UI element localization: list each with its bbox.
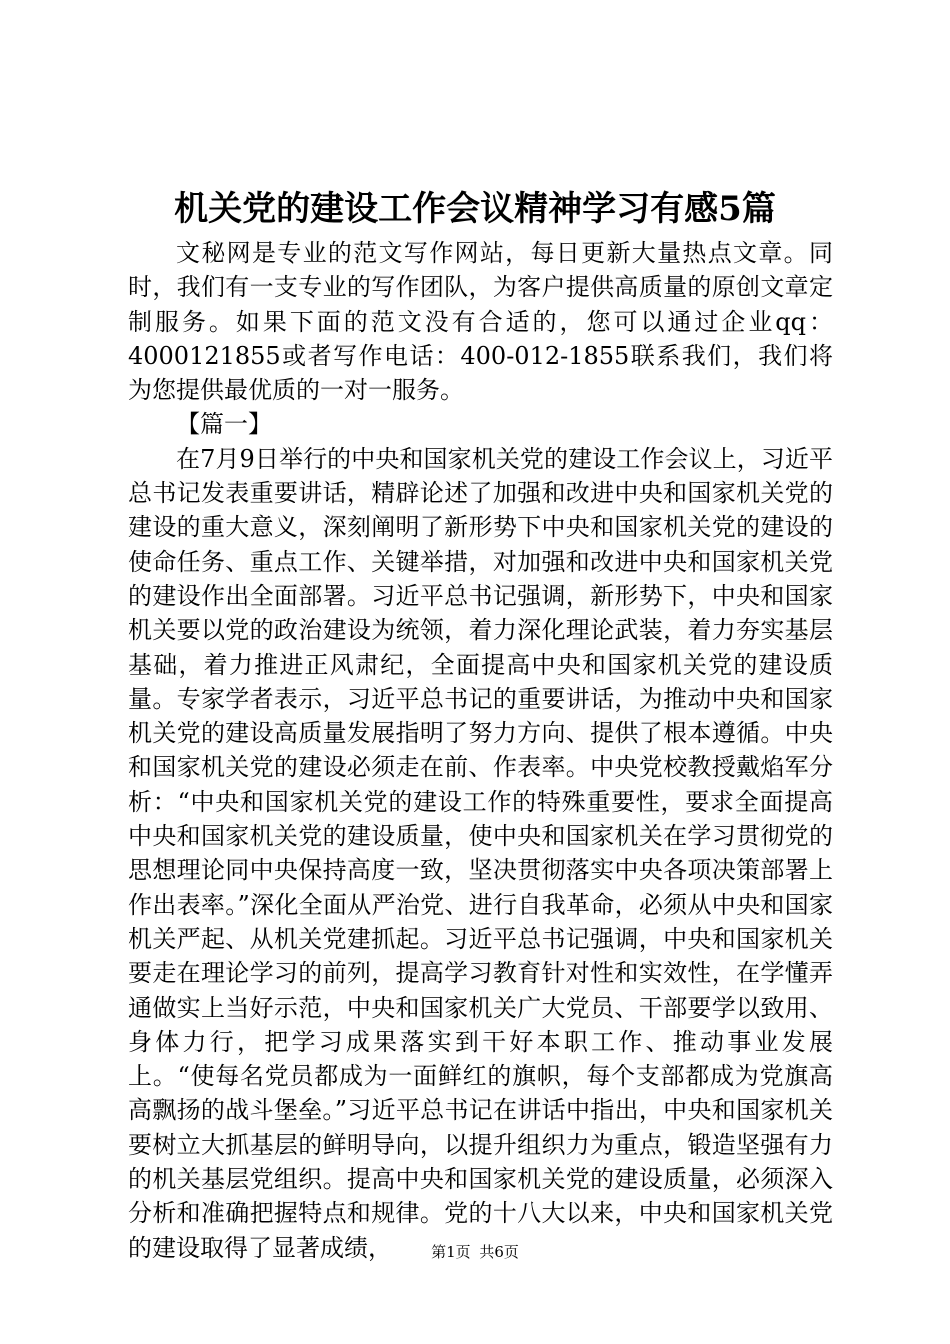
- document-title: 机关党的建设工作会议精神学习有感5篇: [174, 189, 776, 229]
- page-number: 第1页: [431, 1243, 471, 1261]
- section-heading: 【篇一】: [176, 410, 272, 439]
- page-total: 共6页: [479, 1243, 519, 1261]
- page-footer: [0, 1242, 950, 1262]
- body-paragraph: 在7月9日举行的中央和国家机关党的建设工作会议上，习近平总书记发表重要讲话，精辟论述了加强和改进中央和国家机关党的建设的重大意义，深刻阐明了新形势下中央和国家机关党的建设的使命任务、重点工作、关键举措，对加强和改进中央和国家机关党的建设作出全面部署。习近平总书记强调，新形势下，中央和国家机关要以党的政治建设为统领，着力深化理论武装，着力夯实基层基础，着力推进正风肃纪，全面提高中央和国家机关党的建设质量。专家学者表示，习近平总书记的重要讲话，为推动中央和国家机关党的建设高质量发展指明了努力方向、提供了根本遵循。中央和国家机关党的建设必须走在前、作表率。中央党校教授戴焰军分析：“中央和国家机关党的建设工作的特殊重要性，要求全面提高中央和国家机关党的建设质量，使中央和国家机关在学习贯彻党的思想理论同中央保持高度一致，坚决贯彻落实中央各项决策部署上作出表率。”深化全面从严治党、进行自我革命，必须从中央和国家机关严起、从机关党建抓起。习近平总书记强调，中央和国家机关要走在理论学习的前列，提高学习教育针对性和实效性，在学懂弄通做实上当好示范，中央和国家机关广大党员、干部要学以致用、身体力行，把学习成果落实到干好本职工作、推动事业发展上。“使每名党员都成为一面鲜红的旗帜，每个支部都成为党旗高高飘扬的战斗堡垒。”习近平总书记在讲话中指出，中央和国家机关要树立大抓基层的鲜明导向，以提升组织力为重点，锻造坚强有力的机关基层党组织。提高中央和国家机关党的建设质量，必须深入分析和准确把握特点和规律。党的十八大以来，中央和国家机关党的建设取得了显著成绩，: [128, 444, 833, 1262]
- intro-paragraph: 文秘网是专业的范文写作网站，每日更新大量热点文章。同时，我们有一支专业的写作团队，为客户提供高质量的原创文章定制服务。如果下面的范文没有合适的，您可以通过企业qq：4000121855或者写作电话：400-012-1855联系我们，我们将为您提供最优质的一对一服务。: [128, 239, 833, 405]
- document-body: [128, 236, 833, 1265]
